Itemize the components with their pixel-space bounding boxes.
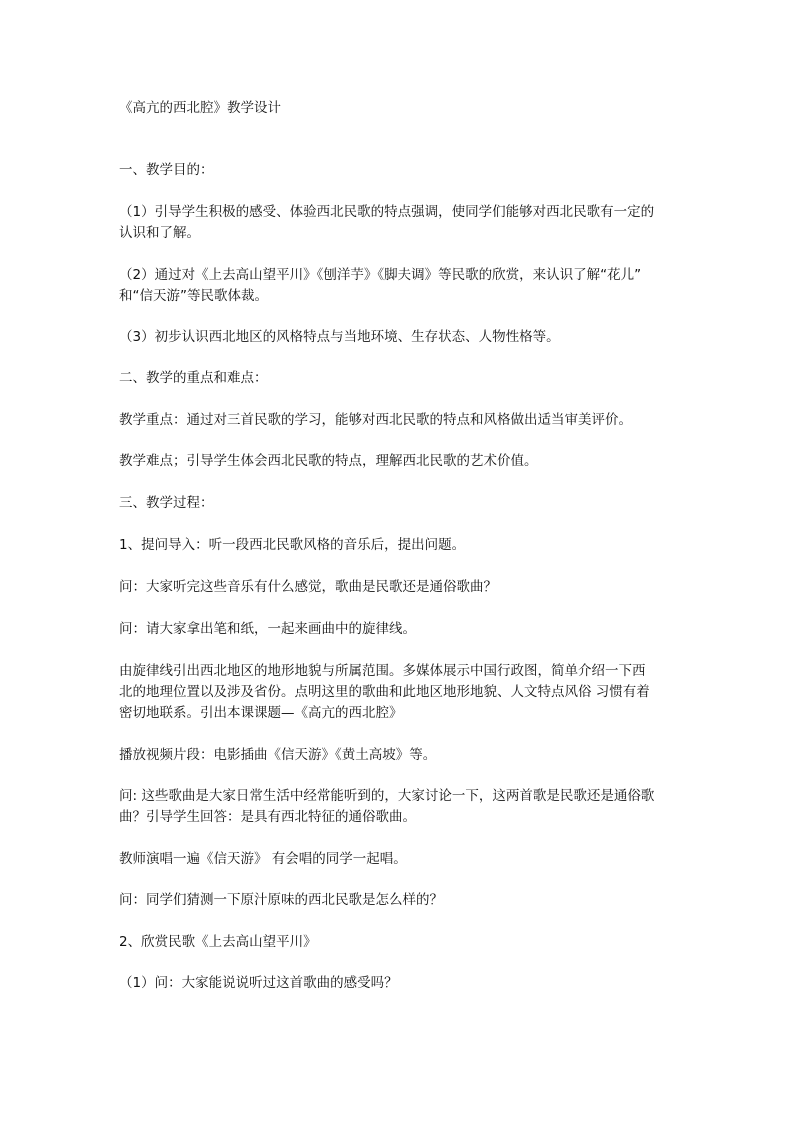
section-heading-process: 三、教学过程： [119,495,214,511]
section-heading-objectives: 一、教学目的： [119,162,214,178]
paragraph-line: 2、欣赏民歌《上去高山望平川》 [119,934,317,950]
paragraph-line: 教学难点；引导学生体会西北民歌的特点，理解西北民歌的艺术价值。 [119,453,538,469]
paragraph-line: （3）初步认识西北地区的风格特点与当地环境、生存状态、人物性格等。 [119,329,560,345]
document-title: 《高亢的西北腔》教学设计 [119,100,281,116]
paragraph-line: 1、提问导入：听一段西北民歌风格的音乐后，提出问题。 [119,537,466,553]
paragraph-line: （1）引导学生积极的感受、体验西北民歌的特点强调，使同学们能够对西北民歌有一定的 [119,204,655,220]
paragraph-line: 密切地联系。引出本课课题—《高亢的西北腔》 [119,705,403,721]
paragraph-line: 北的地理位置以及涉及省份。点明这里的歌曲和此地区地形地貌、人文特点风俗 习惯有着 [119,684,650,700]
paragraph-line: 由旋律线引出西北地区的地形地貌与所属范围。多媒体展示中国行政图，简单介绍一下西 [119,663,646,679]
paragraph-line: 教学重点：通过对三首民歌的学习，能够对西北民歌的特点和风格做出适当审美评价。 [119,412,632,428]
paragraph-line: 问：请大家拿出笔和纸，一起来画曲中的旋律线。 [119,621,416,637]
paragraph-line: （2）通过对《上去高山望平川》《刨洋芋》《脚夫调》等民歌的欣赏，来认识了解“花儿” [119,267,642,283]
section-heading-keypoints: 二、教学的重点和难点： [119,370,268,386]
paragraph-line: 播放视频片段：电影插曲《信天游》《黄土高坡》等。 [119,747,437,763]
paragraph-line: 问：大家听完这些音乐有什么感觉，歌曲是民歌还是通俗歌曲？ [119,579,497,595]
paragraph-line: （1）问：大家能说说听过这首歌曲的感受吗？ [119,975,398,991]
paragraph-line: 认识和了解。 [119,225,200,241]
paragraph-line: 曲？引导学生回答：是具有西北特征的通俗歌曲。 [119,809,416,825]
paragraph-line: 问: 这些歌曲是大家日常生活中经常能听到的，大家讨论一下，这两首歌是民歌还是通俗歌 [119,788,655,804]
paragraph-line: 和“信天游”等民歌体裁。 [119,288,268,304]
paragraph-line: 教师演唱一遍《信天游》 有会唱的同学一起唱。 [119,851,407,867]
paragraph-line: 问：同学们猜测一下原汁原味的西北民歌是怎么样的？ [119,892,443,908]
